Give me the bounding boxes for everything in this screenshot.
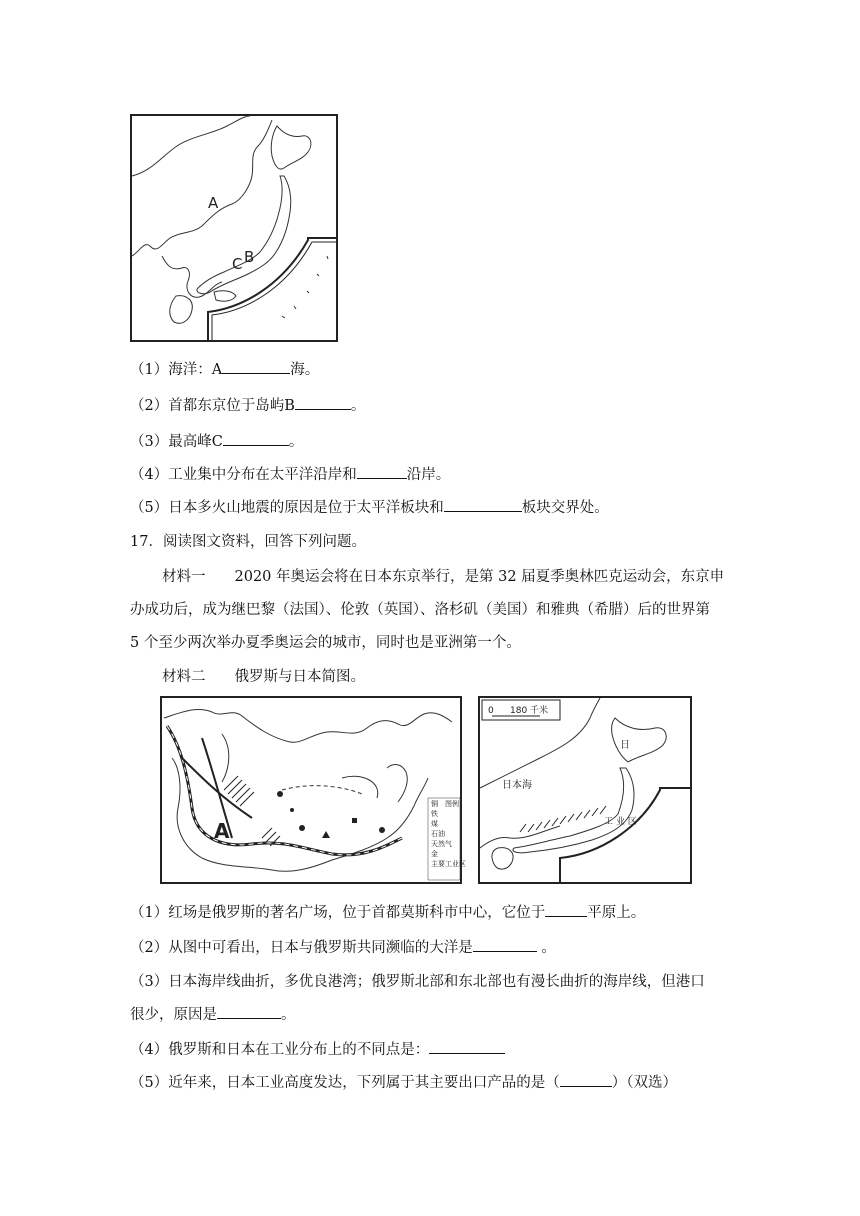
legend-title: 图例 (445, 800, 459, 808)
russia-map (160, 696, 466, 884)
scale-value: 180 千米 (510, 706, 549, 716)
legend-gas: 天然气 (431, 840, 452, 848)
label-c: C (232, 255, 243, 273)
label-a: A (214, 819, 230, 843)
material-1-line-2: 办成功后，成为继巴黎（法国）、伦敦（英国）、洛杉矶（美国）和雅典（希腊）后的世界第 (130, 602, 710, 618)
legend-copper: 铜 (431, 800, 438, 808)
q16-item-1: （1）海洋：A 海。 (130, 358, 319, 379)
q16-item-3: （3）最高峰C 。 (130, 430, 303, 451)
q17-stem: 17．阅读图文资料，回答下列问题。 (130, 534, 366, 550)
answer-blank[interactable] (545, 902, 587, 917)
q17-item-5: （5）近年来，日本工业高度发达，下列属于其主要出口产品的是（ ）（双选） (130, 1071, 677, 1092)
material-1-line-1: 材料一 2020 年奥运会将在日本东京举行，是第 32 届夏季奥林匹克运动会，东京申 (162, 569, 725, 585)
q17-item-2: （2）从图中可看出，日本与俄罗斯共同濒临的大洋是 。 (130, 936, 556, 957)
answer-blank[interactable] (473, 937, 537, 952)
q16-item-5: （5）日本多火山地震的原因是位于太平洋板块和 板块交界处。 (130, 496, 609, 517)
label-sea: 日本海 (502, 780, 532, 791)
q17-item-4: （4）俄罗斯和日本在工业分布上的不同点是： (130, 1038, 505, 1059)
material-1-line-3: 5 个至少两次举办夏季奥运会的城市，同时也是亚洲第一个。 (130, 635, 521, 651)
japan-map-1 (130, 114, 338, 342)
legend-iron: 铁 (431, 810, 438, 818)
answer-blank[interactable] (223, 431, 289, 446)
q17-item-1: （1）红场是俄罗斯的著名广场，位于首都莫斯科市中心，它位于 平原上。 (130, 901, 645, 922)
legend-coal: 煤 (431, 820, 438, 828)
answer-blank[interactable] (217, 1004, 281, 1019)
legend-oil: 石油 (431, 830, 445, 838)
legend-industrial: 主要工业区 (431, 860, 466, 868)
q17-item-3: （3）日本海岸线曲折，多优良港湾；俄罗斯北部和东北部也有漫长曲折的海岸线，但港口 (130, 974, 705, 990)
label-ri: 日 (620, 740, 630, 751)
material-2: 材料二 俄罗斯与日本简图。 (162, 669, 365, 685)
q17-item-3-cont: 很少，原因是 。 (130, 1003, 296, 1024)
label-b: B (244, 248, 255, 266)
japan-map-2-drawing (480, 698, 690, 882)
q16-item-4: （4）工业集中分布在太平洋沿岸和 沿岸。 (130, 463, 450, 484)
scale-zero: 0 (488, 706, 494, 716)
answer-blank[interactable] (560, 1072, 612, 1087)
russia-map-drawing (162, 698, 466, 882)
answer-blank[interactable] (429, 1039, 505, 1054)
legend-gold: 金 (431, 850, 438, 858)
q16-item-2: （2）首都东京位于岛屿B 。 (130, 394, 365, 415)
answer-blank[interactable] (357, 464, 407, 479)
answer-blank[interactable] (222, 359, 290, 374)
label-industry: 工 业 区 (604, 817, 637, 827)
answer-blank[interactable] (444, 497, 522, 512)
answer-blank[interactable] (295, 395, 351, 410)
japan-map-1-drawing (132, 116, 336, 340)
japan-map-2 (478, 696, 692, 884)
label-a: A (208, 194, 219, 212)
